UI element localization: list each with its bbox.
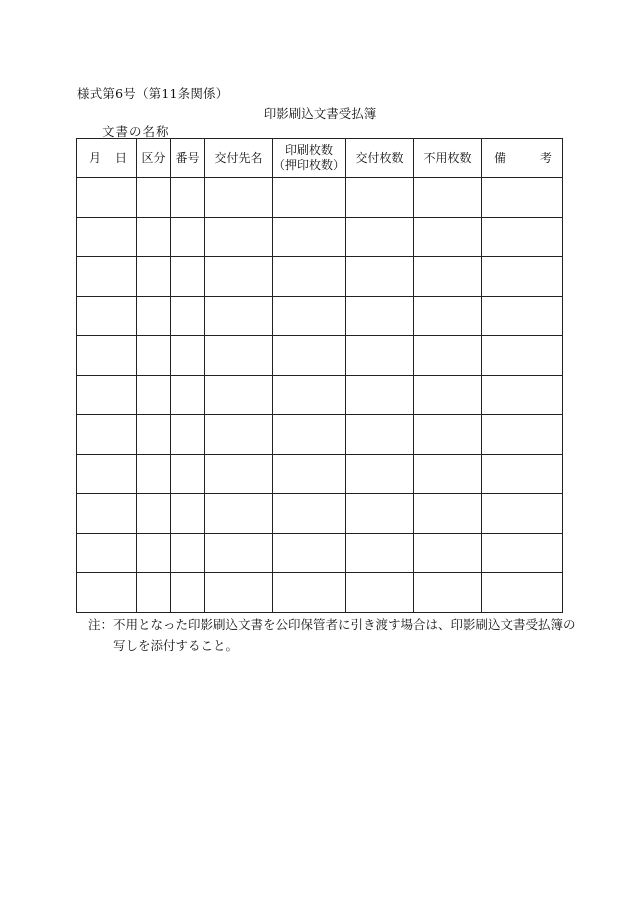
cell-unused-count[interactable] bbox=[414, 533, 482, 573]
cell-issued-count[interactable] bbox=[346, 217, 414, 257]
cell-printed-count[interactable] bbox=[273, 296, 346, 336]
table-row bbox=[77, 336, 563, 376]
cell-month-day[interactable] bbox=[77, 375, 137, 415]
cell-issued-count[interactable] bbox=[346, 257, 414, 297]
cell-number[interactable] bbox=[171, 533, 205, 573]
table-row bbox=[77, 415, 563, 455]
table-row bbox=[77, 494, 563, 534]
cell-remarks[interactable] bbox=[482, 573, 563, 613]
header-month: 月 bbox=[89, 150, 102, 165]
cell-issued-count[interactable] bbox=[346, 533, 414, 573]
cell-printed-count[interactable] bbox=[273, 415, 346, 455]
cell-remarks[interactable] bbox=[482, 217, 563, 257]
header-unused-count: 不用枚数 bbox=[414, 139, 482, 178]
cell-number[interactable] bbox=[171, 217, 205, 257]
cell-recipient[interactable] bbox=[205, 454, 273, 494]
cell-remarks[interactable] bbox=[482, 178, 563, 218]
cell-month-day[interactable] bbox=[77, 454, 137, 494]
cell-printed-count[interactable] bbox=[273, 217, 346, 257]
cell-unused-count[interactable] bbox=[414, 217, 482, 257]
cell-unused-count[interactable] bbox=[414, 375, 482, 415]
cell-month-day[interactable] bbox=[77, 336, 137, 376]
cell-category[interactable] bbox=[137, 573, 171, 613]
cell-recipient[interactable] bbox=[205, 415, 273, 455]
cell-unused-count[interactable] bbox=[414, 415, 482, 455]
cell-month-day[interactable] bbox=[77, 257, 137, 297]
table-row bbox=[77, 454, 563, 494]
cell-unused-count[interactable] bbox=[414, 494, 482, 534]
header-issued-count: 交付枚数 bbox=[346, 139, 414, 178]
cell-issued-count[interactable] bbox=[346, 296, 414, 336]
cell-recipient[interactable] bbox=[205, 336, 273, 376]
cell-category[interactable] bbox=[137, 336, 171, 376]
footnote-line1: 不用となった印影刷込文書を公印保管者に引き渡す場合は、印影刷込文書受払簿の bbox=[113, 617, 576, 632]
cell-remarks[interactable] bbox=[482, 375, 563, 415]
cell-number[interactable] bbox=[171, 178, 205, 218]
header-day: 日 bbox=[114, 150, 127, 165]
cell-printed-count[interactable] bbox=[273, 257, 346, 297]
cell-issued-count[interactable] bbox=[346, 573, 414, 613]
header-month-day bbox=[77, 139, 137, 178]
header-remarks bbox=[482, 139, 563, 178]
header-printed-count-line1: 印刷枚数 bbox=[285, 143, 334, 157]
cell-number[interactable] bbox=[171, 336, 205, 376]
cell-month-day[interactable] bbox=[77, 217, 137, 257]
cell-remarks[interactable] bbox=[482, 296, 563, 336]
cell-remarks[interactable] bbox=[482, 336, 563, 376]
cell-month-day[interactable] bbox=[77, 178, 137, 218]
cell-remarks[interactable] bbox=[482, 454, 563, 494]
cell-issued-count[interactable] bbox=[346, 494, 414, 534]
cell-remarks[interactable] bbox=[482, 257, 563, 297]
cell-issued-count[interactable] bbox=[346, 415, 414, 455]
cell-issued-count[interactable] bbox=[346, 375, 414, 415]
cell-month-day[interactable] bbox=[77, 573, 137, 613]
table-row bbox=[77, 178, 563, 218]
table-row bbox=[77, 296, 563, 336]
document-name-label: 文書の名称 bbox=[102, 124, 170, 139]
cell-month-day[interactable] bbox=[77, 415, 137, 455]
ledger-body bbox=[77, 178, 563, 613]
cell-printed-count[interactable] bbox=[273, 454, 346, 494]
cell-remarks[interactable] bbox=[482, 494, 563, 534]
cell-printed-count[interactable] bbox=[273, 573, 346, 613]
cell-printed-count[interactable] bbox=[273, 336, 346, 376]
footnote-line2: 写しを添付すること。 bbox=[113, 638, 239, 653]
cell-number[interactable] bbox=[171, 415, 205, 455]
page-title: 印影刷込文書受払簿 bbox=[263, 106, 377, 121]
header-remarks-2: 考 bbox=[540, 150, 553, 165]
cell-category[interactable] bbox=[137, 494, 171, 534]
table-row bbox=[77, 257, 563, 297]
cell-printed-count[interactable] bbox=[273, 375, 346, 415]
cell-category[interactable] bbox=[137, 257, 171, 297]
cell-printed-count[interactable] bbox=[273, 533, 346, 573]
cell-category[interactable] bbox=[137, 375, 171, 415]
header-printed-count-line2: （押印枚数） bbox=[273, 158, 346, 172]
cell-issued-count[interactable] bbox=[346, 178, 414, 218]
cell-number[interactable] bbox=[171, 375, 205, 415]
footnote bbox=[88, 614, 576, 656]
cell-printed-count[interactable] bbox=[273, 178, 346, 218]
table-row bbox=[77, 573, 563, 613]
table-header-row bbox=[77, 139, 563, 178]
header-printed-count bbox=[273, 139, 346, 178]
cell-month-day[interactable] bbox=[77, 296, 137, 336]
cell-issued-count[interactable] bbox=[346, 454, 414, 494]
table-row bbox=[77, 375, 563, 415]
cell-month-day[interactable] bbox=[77, 494, 137, 534]
table-row bbox=[77, 533, 563, 573]
cell-category[interactable] bbox=[137, 178, 171, 218]
cell-category[interactable] bbox=[137, 415, 171, 455]
cell-unused-count[interactable] bbox=[414, 296, 482, 336]
cell-category[interactable] bbox=[137, 533, 171, 573]
header-remarks-1: 備 bbox=[494, 150, 507, 165]
cell-category[interactable] bbox=[137, 454, 171, 494]
header-recipient: 交付先名 bbox=[205, 139, 273, 178]
cell-category[interactable] bbox=[137, 296, 171, 336]
header-category: 区分 bbox=[137, 139, 171, 178]
table-row bbox=[77, 217, 563, 257]
cell-recipient[interactable] bbox=[205, 573, 273, 613]
cell-unused-count[interactable] bbox=[414, 454, 482, 494]
footnote-mark: 注： bbox=[88, 617, 114, 632]
ledger-table bbox=[76, 138, 563, 613]
cell-category[interactable] bbox=[137, 217, 171, 257]
cell-remarks[interactable] bbox=[482, 415, 563, 455]
cell-number[interactable] bbox=[171, 454, 205, 494]
cell-recipient[interactable] bbox=[205, 375, 273, 415]
cell-recipient[interactable] bbox=[205, 178, 273, 218]
cell-month-day[interactable] bbox=[77, 533, 137, 573]
cell-recipient[interactable] bbox=[205, 296, 273, 336]
cell-unused-count[interactable] bbox=[414, 257, 482, 297]
cell-number[interactable] bbox=[171, 494, 205, 534]
cell-recipient[interactable] bbox=[205, 494, 273, 534]
cell-unused-count[interactable] bbox=[414, 178, 482, 218]
cell-number[interactable] bbox=[171, 296, 205, 336]
cell-recipient[interactable] bbox=[205, 257, 273, 297]
cell-number[interactable] bbox=[171, 257, 205, 297]
cell-issued-count[interactable] bbox=[346, 336, 414, 376]
cell-recipient[interactable] bbox=[205, 217, 273, 257]
cell-remarks[interactable] bbox=[482, 533, 563, 573]
cell-printed-count[interactable] bbox=[273, 494, 346, 534]
header-number: 番号 bbox=[171, 139, 205, 178]
cell-number[interactable] bbox=[171, 573, 205, 613]
cell-unused-count[interactable] bbox=[414, 336, 482, 376]
cell-unused-count[interactable] bbox=[414, 573, 482, 613]
form-number: 様式第6号（第11条関係） bbox=[77, 86, 229, 101]
cell-recipient[interactable] bbox=[205, 533, 273, 573]
